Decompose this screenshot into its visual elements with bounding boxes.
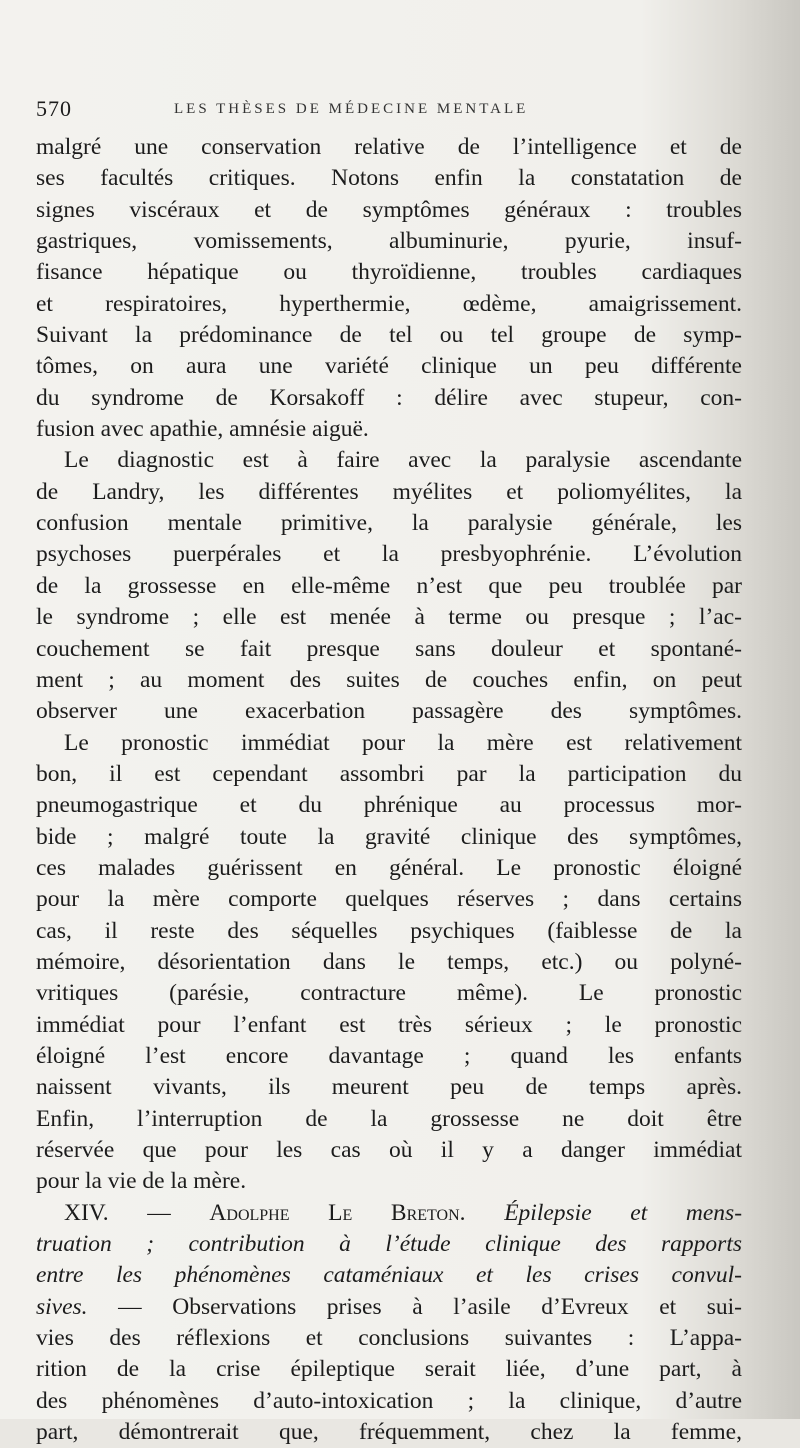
text-line: gastriques, vomissements, albuminurie, pyurie, insuf-: [36, 228, 742, 255]
text-line: pour la vie de la mère.: [36, 1168, 247, 1195]
text-line: Enfin, l’interruption de la grossesse ne doit être: [36, 1105, 742, 1132]
text-line: psychoses puerpérales et la presbyophrénie. L’évolution: [36, 541, 742, 568]
text-line: bide ; malgré toute la gravité clinique des symptômes,: [36, 823, 742, 850]
author-name: Adolphe Le Breton.: [209, 1199, 466, 1226]
text-line: pour la mère comporte quelques réserves ; dans certains: [36, 886, 742, 913]
text-line: part, démontrerait que, fréquemment, chez la femme,: [36, 1419, 742, 1446]
text-line: mémoire, désorientation dans le temps, etc.) ou polyné-: [36, 948, 742, 975]
text-line: et respiratoires, hyperthermie, œdème, amaigrissement.: [36, 290, 742, 317]
text-line: des phénomènes d’auto-intoxication ; la clinique, d’autre: [36, 1387, 742, 1414]
text-line: observer une exacerbation passagère des symptômes.: [36, 698, 742, 725]
thesis-entry-heading: [36, 1198, 742, 1229]
text-line: rition de la crise épileptique serait liée, d’une part, à: [36, 1356, 742, 1383]
text-line: de Landry, les différentes myélites et poliomyélites, la: [36, 478, 742, 505]
thesis-title-end: sives.: [36, 1293, 88, 1320]
thesis-title-line: truation ; contribution à l’étude clinique des rapports: [36, 1231, 742, 1258]
text-line: Le diagnostic est à faire avec la paralysie ascendante: [64, 447, 742, 474]
text-line: de la grossesse en elle-même n’est que peu troublée par: [36, 572, 742, 599]
text-line: éloigné l’est encore davantage ; quand les enfants: [36, 1042, 742, 1069]
text-line: fusion avec apathie, amnésie aiguë.: [36, 416, 369, 443]
page-number: 570: [36, 96, 72, 121]
text-line: Le pronostic immédiat pour la mère est relativement: [64, 729, 742, 756]
text-line: le syndrome ; elle est menée à terme ou presque ; l’ac-: [36, 604, 742, 631]
text-line: vies des réflexions et conclusions suivantes : L’appa-: [36, 1325, 742, 1352]
text-line: ses facultés critiques. Notons enfin la constatation de: [36, 165, 742, 192]
text-line: malgré une conservation relative de l’intelligence et de: [36, 134, 742, 160]
text-line: Suivant la prédominance de tel ou tel groupe de symp-: [36, 322, 742, 349]
text-line: naissent vivants, ils meurent peu de temps après.: [36, 1074, 742, 1101]
text-segment: — Observations prises à l’asile d’Evreux et sui-: [118, 1293, 743, 1320]
text-line: vritiques (parésie, contracture même). Le pronostic: [36, 980, 742, 1007]
text-line: [36, 1292, 742, 1323]
text-line: signes viscéraux et de symptômes généraux : troubles: [36, 196, 742, 223]
text-line: ces malades guérissent en général. Le pronostic éloigné: [36, 854, 742, 881]
text-line: ment ; au moment des suites de couches enfin, on peut: [36, 666, 742, 693]
text-line: du syndrome de Korsakoff : délire avec stupeur, con-: [36, 384, 742, 411]
text-line: immédiat pour l’enfant est très sérieux ; le pronostic: [36, 1011, 742, 1038]
text-line: confusion mentale primitive, la paralysie générale, les: [36, 510, 742, 537]
text-line: fisance hépatique ou thyroïdienne, troubles cardiaques: [36, 259, 742, 286]
text-line: tômes, on aura une variété clinique un peu différente: [36, 353, 742, 380]
text-line: pneumogastrique et du phrénique au processus mor-: [36, 792, 742, 819]
text-line: cas, il reste des séquelles psychiques (faiblesse de la: [36, 917, 742, 944]
text-line: couchement se fait presque sans douleur et spontané-: [36, 635, 742, 662]
thesis-title-line: entre les phénomènes cataméniaux et les crises convul-: [36, 1262, 742, 1289]
thesis-title: Épilepsie et mens-: [504, 1199, 743, 1226]
entry-number: XIV. —: [64, 1199, 171, 1226]
page-header: [36, 96, 736, 126]
running-title: LES THÈSES DE MÉDECINE MENTALE: [174, 101, 529, 117]
text-line: réservée que pour les cas où il y a danger immédiat: [36, 1137, 742, 1163]
text-line: bon, il est cependant assombri par la participation du: [36, 760, 742, 787]
body-text: [36, 132, 742, 1448]
